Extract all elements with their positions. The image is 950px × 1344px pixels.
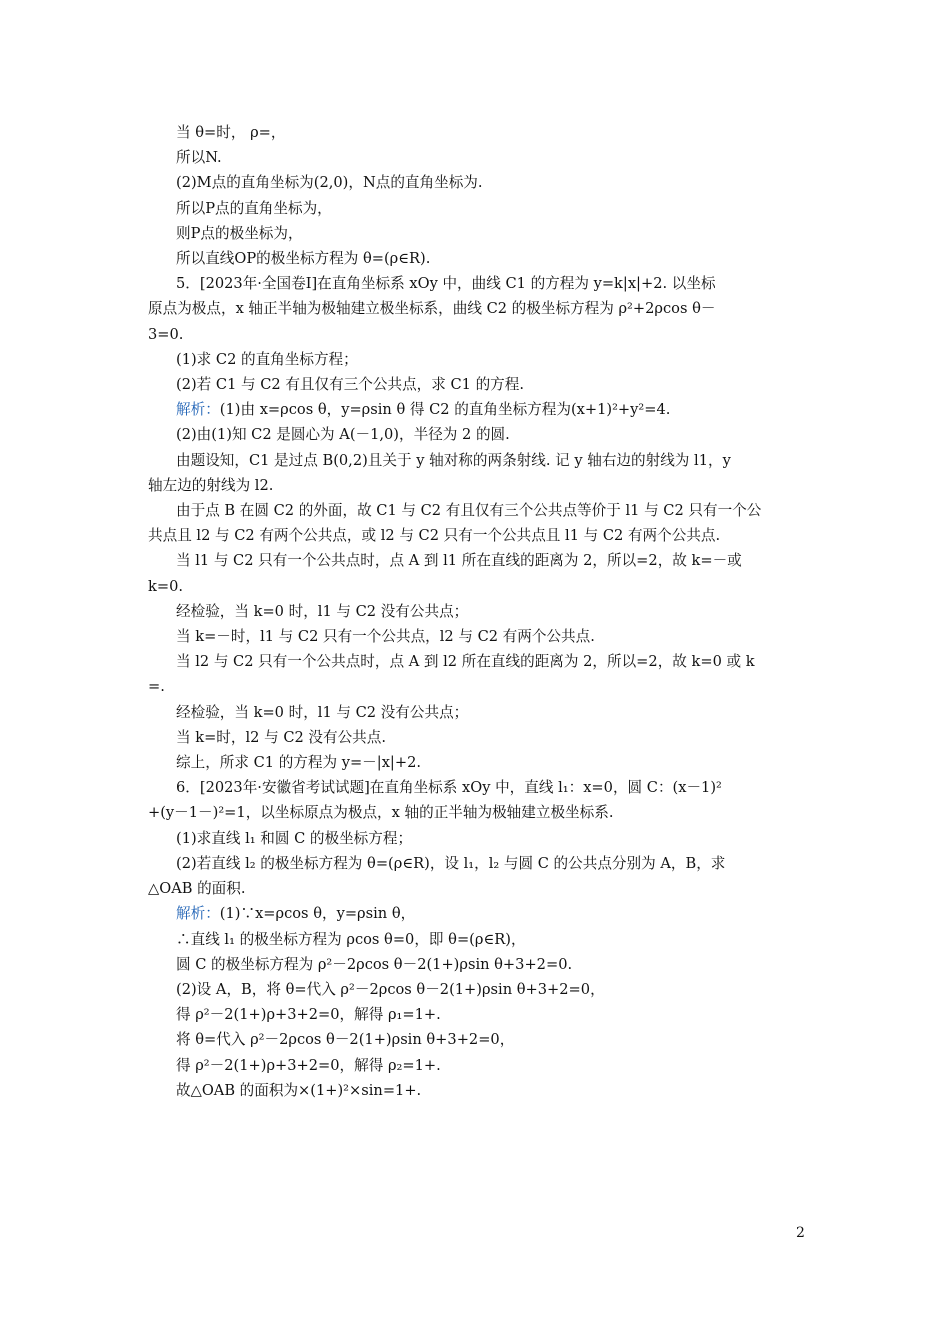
line-text: 将 θ=代入 ρ²－2ρcos θ－2(1+)ρsin θ+3+2=0， (176, 1031, 515, 1049)
line-text: +(y－1－)²=1，以坐标原点为极点，x 轴的正半轴为极轴建立极坐标系. (148, 804, 614, 822)
line-text: 共点且 l2 与 C2 有两个公共点，或 l2 与 C2 只有一个公共点且 l1 与 C2 有两个公共点. (148, 527, 721, 545)
text-line (148, 574, 808, 599)
line-text: (2)设 A，B，将 θ=代入 ρ²－2ρcos θ－2(1+)ρsin θ+3+2=0， (176, 980, 605, 998)
text-line (148, 473, 808, 498)
line-text: 所以N. (176, 149, 222, 167)
text-line (148, 1027, 808, 1052)
line-text: 得 ρ²－2(1+)ρ+3+2=0，解得 ρ₁=1+. (176, 1006, 441, 1024)
text-line (148, 952, 808, 977)
text-line (148, 548, 808, 573)
line-text: 当 l2 与 C2 只有一个公共点时，点 A 到 l2 所在直线的距离为 2，所以=2，故 k=0 或 k (176, 653, 755, 671)
text-line (148, 347, 808, 372)
line-text: 得 ρ²－2(1+)ρ+3+2=0，解得 ρ₂=1+. (176, 1056, 441, 1074)
text-line (148, 876, 808, 901)
text-line (148, 196, 808, 221)
text-line (148, 1078, 808, 1103)
text-line (148, 674, 808, 699)
text-line (148, 448, 808, 473)
line-text: 6．[2023年·安徽省考试试题]在直角坐标系 xOy 中，直线 l₁：x=0，圆 C：(x－1)² (176, 779, 722, 797)
text-line (148, 750, 808, 775)
text-line (148, 422, 808, 447)
text-line (148, 322, 808, 347)
line-text: k=0. (148, 577, 183, 595)
text-line (148, 775, 808, 800)
line-text: 所以直线OP的极坐标方程为 θ=(ρ∈R). (176, 250, 431, 268)
line-text: ∴直线 l₁ 的极坐标方程为 ρcos θ=0，即 θ=(ρ∈R)， (176, 930, 526, 948)
line-text: △OAB 的面积. (148, 880, 246, 898)
text-line (148, 246, 808, 271)
solution-label: 解析： (176, 905, 220, 923)
line-text: 轴左边的射线为 l2. (148, 476, 274, 494)
document-body (148, 120, 808, 1103)
text-line (148, 170, 808, 195)
text-line (148, 725, 808, 750)
text-line (148, 221, 808, 246)
text-line (148, 498, 808, 523)
text-line (148, 271, 808, 296)
text-line (148, 649, 808, 674)
text-line (148, 296, 808, 321)
line-text: 由题设知，C1 是过点 B(0,2)且关于 y 轴对称的两条射线. 记 y 轴右边的射线为 l1，y (176, 451, 731, 469)
line-text: 由于点 B 在圆 C2 的外面，故 C1 与 C2 有且仅有三个公共点等价于 l1 与 C2 只有一个公 (176, 502, 762, 520)
line-text: (1)求直线 l₁ 和圆 C 的极坐标方程； (176, 829, 413, 847)
text-line (148, 826, 808, 851)
line-text: (1)∵x=ρcos θ，y=ρsin θ， (219, 905, 416, 923)
line-text: 当 θ=时， ρ=， (176, 124, 286, 141)
line-text: 当 k=时，l2 与 C2 没有公共点. (176, 728, 387, 746)
line-text: 当 l1 与 C2 只有一个公共点时，点 A 到 l1 所在直线的距离为 2，所以=2，故 k=－或 (176, 552, 742, 570)
line-text: 综上，所求 C1 的方程为 y=－|x|+2. (176, 754, 421, 772)
solution-label: 解析： (176, 401, 220, 419)
text-line (148, 1053, 808, 1078)
line-text: 原点为极点，x 轴正半轴为极轴建立极坐标系，曲线 C2 的极坐标方程为 ρ²+2ρcos θ－ (148, 300, 716, 318)
text-line (148, 145, 808, 170)
line-text: 则P点的极坐标为， (176, 224, 303, 242)
line-text: 3=0. (148, 325, 184, 343)
line-text: 经检验，当 k=0 时，l1 与 C2 没有公共点； (176, 703, 469, 721)
line-text: (2)若 C1 与 C2 有且仅有三个公共点，求 C1 的方程. (176, 376, 524, 394)
line-text: (1)由 x=ρcos θ，y=ρsin θ 得 C2 的直角坐标方程为(x+1)²+y²=4. (219, 401, 671, 419)
line-text: 故△OAB 的面积为×(1+)²×sin=1+. (176, 1081, 422, 1099)
line-text: 经检验，当 k=0 时，l1 与 C2 没有公共点； (176, 602, 469, 620)
text-line (148, 851, 808, 876)
line-text: 5．[2023年·全国卷Ⅰ]在直角坐标系 xOy 中，曲线 C1 的方程为 y=k|x|+2. 以坐标 (176, 275, 716, 293)
text-line (148, 120, 808, 145)
text-line (148, 372, 808, 397)
text-line (148, 901, 808, 926)
page-number: 2 (796, 1225, 805, 1241)
line-text: (2)由(1)知 C2 是圆心为 A(－1,0)，半径为 2 的圆. (176, 426, 510, 444)
text-line (148, 397, 808, 422)
text-line (148, 523, 808, 548)
line-text: (1)求 C2 的直角坐标方程； (176, 350, 358, 368)
line-text: (2)M点的直角坐标为(2,0)，N点的直角坐标为. (176, 174, 483, 192)
text-line (148, 700, 808, 725)
text-line (148, 624, 808, 649)
text-line (148, 927, 808, 952)
text-line (148, 977, 808, 1002)
text-line (148, 800, 808, 825)
line-text: 所以P点的直角坐标为， (176, 199, 332, 217)
text-line (148, 599, 808, 624)
line-text: (2)若直线 l₂ 的极坐标方程为 θ=(ρ∈R)，设 l₁，l₂ 与圆 C 的公共点分别为 A，B，求 (176, 854, 726, 872)
line-text: 当 k=－时，l1 与 C2 只有一个公共点，l2 与 C2 有两个公共点. (176, 628, 595, 646)
text-line (148, 1002, 808, 1027)
line-text: =. (148, 678, 165, 696)
line-text: 圆 C 的极坐标方程为 ρ²－2ρcos θ－2(1+)ρsin θ+3+2=0. (176, 955, 573, 973)
